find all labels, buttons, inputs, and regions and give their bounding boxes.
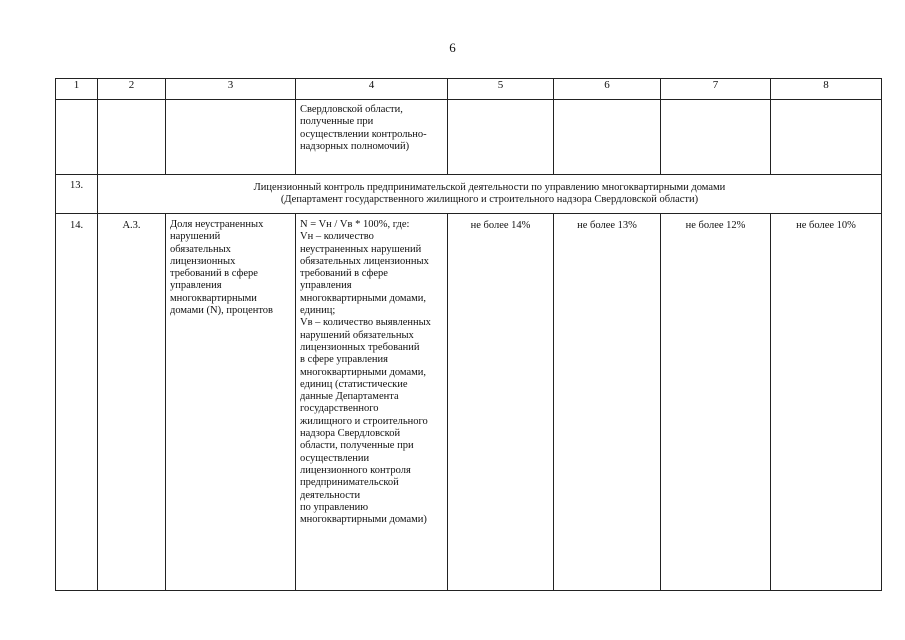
text-line: предпринимательской bbox=[300, 477, 399, 489]
text-line: надзора Свердловской bbox=[300, 428, 401, 440]
text-line: управления bbox=[170, 280, 222, 292]
text-line: единиц (статистические bbox=[300, 378, 408, 390]
continuation-row bbox=[56, 100, 882, 175]
section-title-line: Лицензионный контроль предпринимательской деятельности по управлению многоквартирными домами bbox=[253, 181, 726, 193]
column-number: 5 bbox=[448, 79, 554, 100]
calculation-method bbox=[296, 214, 448, 591]
text-line: осуществлении bbox=[300, 452, 370, 464]
text-line: надзорных полномочий) bbox=[300, 140, 410, 152]
text-line: многоквартирными домами) bbox=[300, 514, 427, 526]
text-line: домами (N), процентов bbox=[170, 305, 274, 317]
text-line: требований в сфере bbox=[170, 268, 258, 280]
text-line: области, полученные при bbox=[300, 440, 414, 452]
text-line: государственного bbox=[300, 403, 379, 415]
page-number: 6 bbox=[449, 40, 456, 55]
text-line: многоквартирными bbox=[170, 292, 257, 304]
target-value: не более 10% bbox=[771, 214, 882, 591]
text-line: жилищного и строительного bbox=[300, 415, 428, 427]
table-cell bbox=[166, 100, 296, 175]
column-number: 7 bbox=[661, 79, 771, 100]
text-line: управления bbox=[300, 280, 352, 292]
text-line: осуществлении контрольно- bbox=[300, 128, 427, 140]
text-line: многоквартирными домами, bbox=[300, 292, 427, 304]
text-line: многоквартирными домами, bbox=[300, 366, 427, 378]
target-value: не более 14% bbox=[448, 214, 554, 591]
text-line: Свердловской области, bbox=[300, 104, 403, 115]
text-line: единиц; bbox=[300, 305, 336, 317]
text-line: обязательных лицензионных bbox=[300, 255, 429, 267]
section-row bbox=[56, 175, 882, 214]
text-line: лицензионных требований bbox=[300, 341, 420, 353]
column-number: 8 bbox=[771, 79, 882, 100]
text-line: требований в сфере bbox=[300, 268, 388, 280]
text-line: лицензионных bbox=[170, 255, 236, 267]
indicator-table bbox=[55, 78, 882, 591]
indicator-name bbox=[166, 214, 296, 591]
column-number: 3 bbox=[166, 79, 296, 100]
target-value: не более 13% bbox=[554, 214, 661, 591]
text-line: в сфере управления bbox=[300, 354, 388, 366]
text-line: нарушений bbox=[170, 231, 221, 243]
text-line: данные Департамента bbox=[300, 391, 399, 403]
row-number: 13. bbox=[56, 175, 98, 214]
indicator-code: А.3. bbox=[98, 214, 166, 591]
table-cell bbox=[771, 100, 882, 175]
text-line: обязательных bbox=[170, 243, 231, 255]
table-cell bbox=[56, 100, 98, 175]
column-number: 1 bbox=[56, 79, 98, 100]
table-cell bbox=[554, 100, 661, 175]
text-line: лицензионного контроля bbox=[300, 464, 411, 476]
table-cell bbox=[98, 100, 166, 175]
text-line: по управлению bbox=[300, 501, 369, 513]
table-cell bbox=[661, 100, 771, 175]
table-cell bbox=[448, 100, 554, 175]
text-line: Vв – количество выявленных bbox=[300, 317, 431, 329]
column-number: 6 bbox=[554, 79, 661, 100]
text-line: N = Vн / Vв * 100%, где: bbox=[300, 219, 410, 230]
text-line: нарушений обязательных bbox=[300, 329, 414, 341]
text-line: Vн – количество bbox=[300, 231, 374, 243]
section-title bbox=[98, 175, 882, 214]
text-line: Доля неустраненных bbox=[170, 219, 264, 230]
target-value: не более 12% bbox=[661, 214, 771, 591]
row-number: 14. bbox=[56, 214, 98, 591]
section-title-line: (Департамент государственного жилищного и строительного надзора Свердловской области) bbox=[280, 194, 699, 205]
text-line: полученные при bbox=[300, 116, 374, 128]
column-number: 4 bbox=[296, 79, 448, 100]
text-line: неустраненных нарушений bbox=[300, 243, 422, 255]
column-number: 2 bbox=[98, 79, 166, 100]
column-number-row bbox=[56, 79, 882, 100]
continuation-text bbox=[296, 100, 448, 175]
text-line: деятельности bbox=[300, 489, 361, 501]
indicator-row bbox=[56, 214, 882, 591]
